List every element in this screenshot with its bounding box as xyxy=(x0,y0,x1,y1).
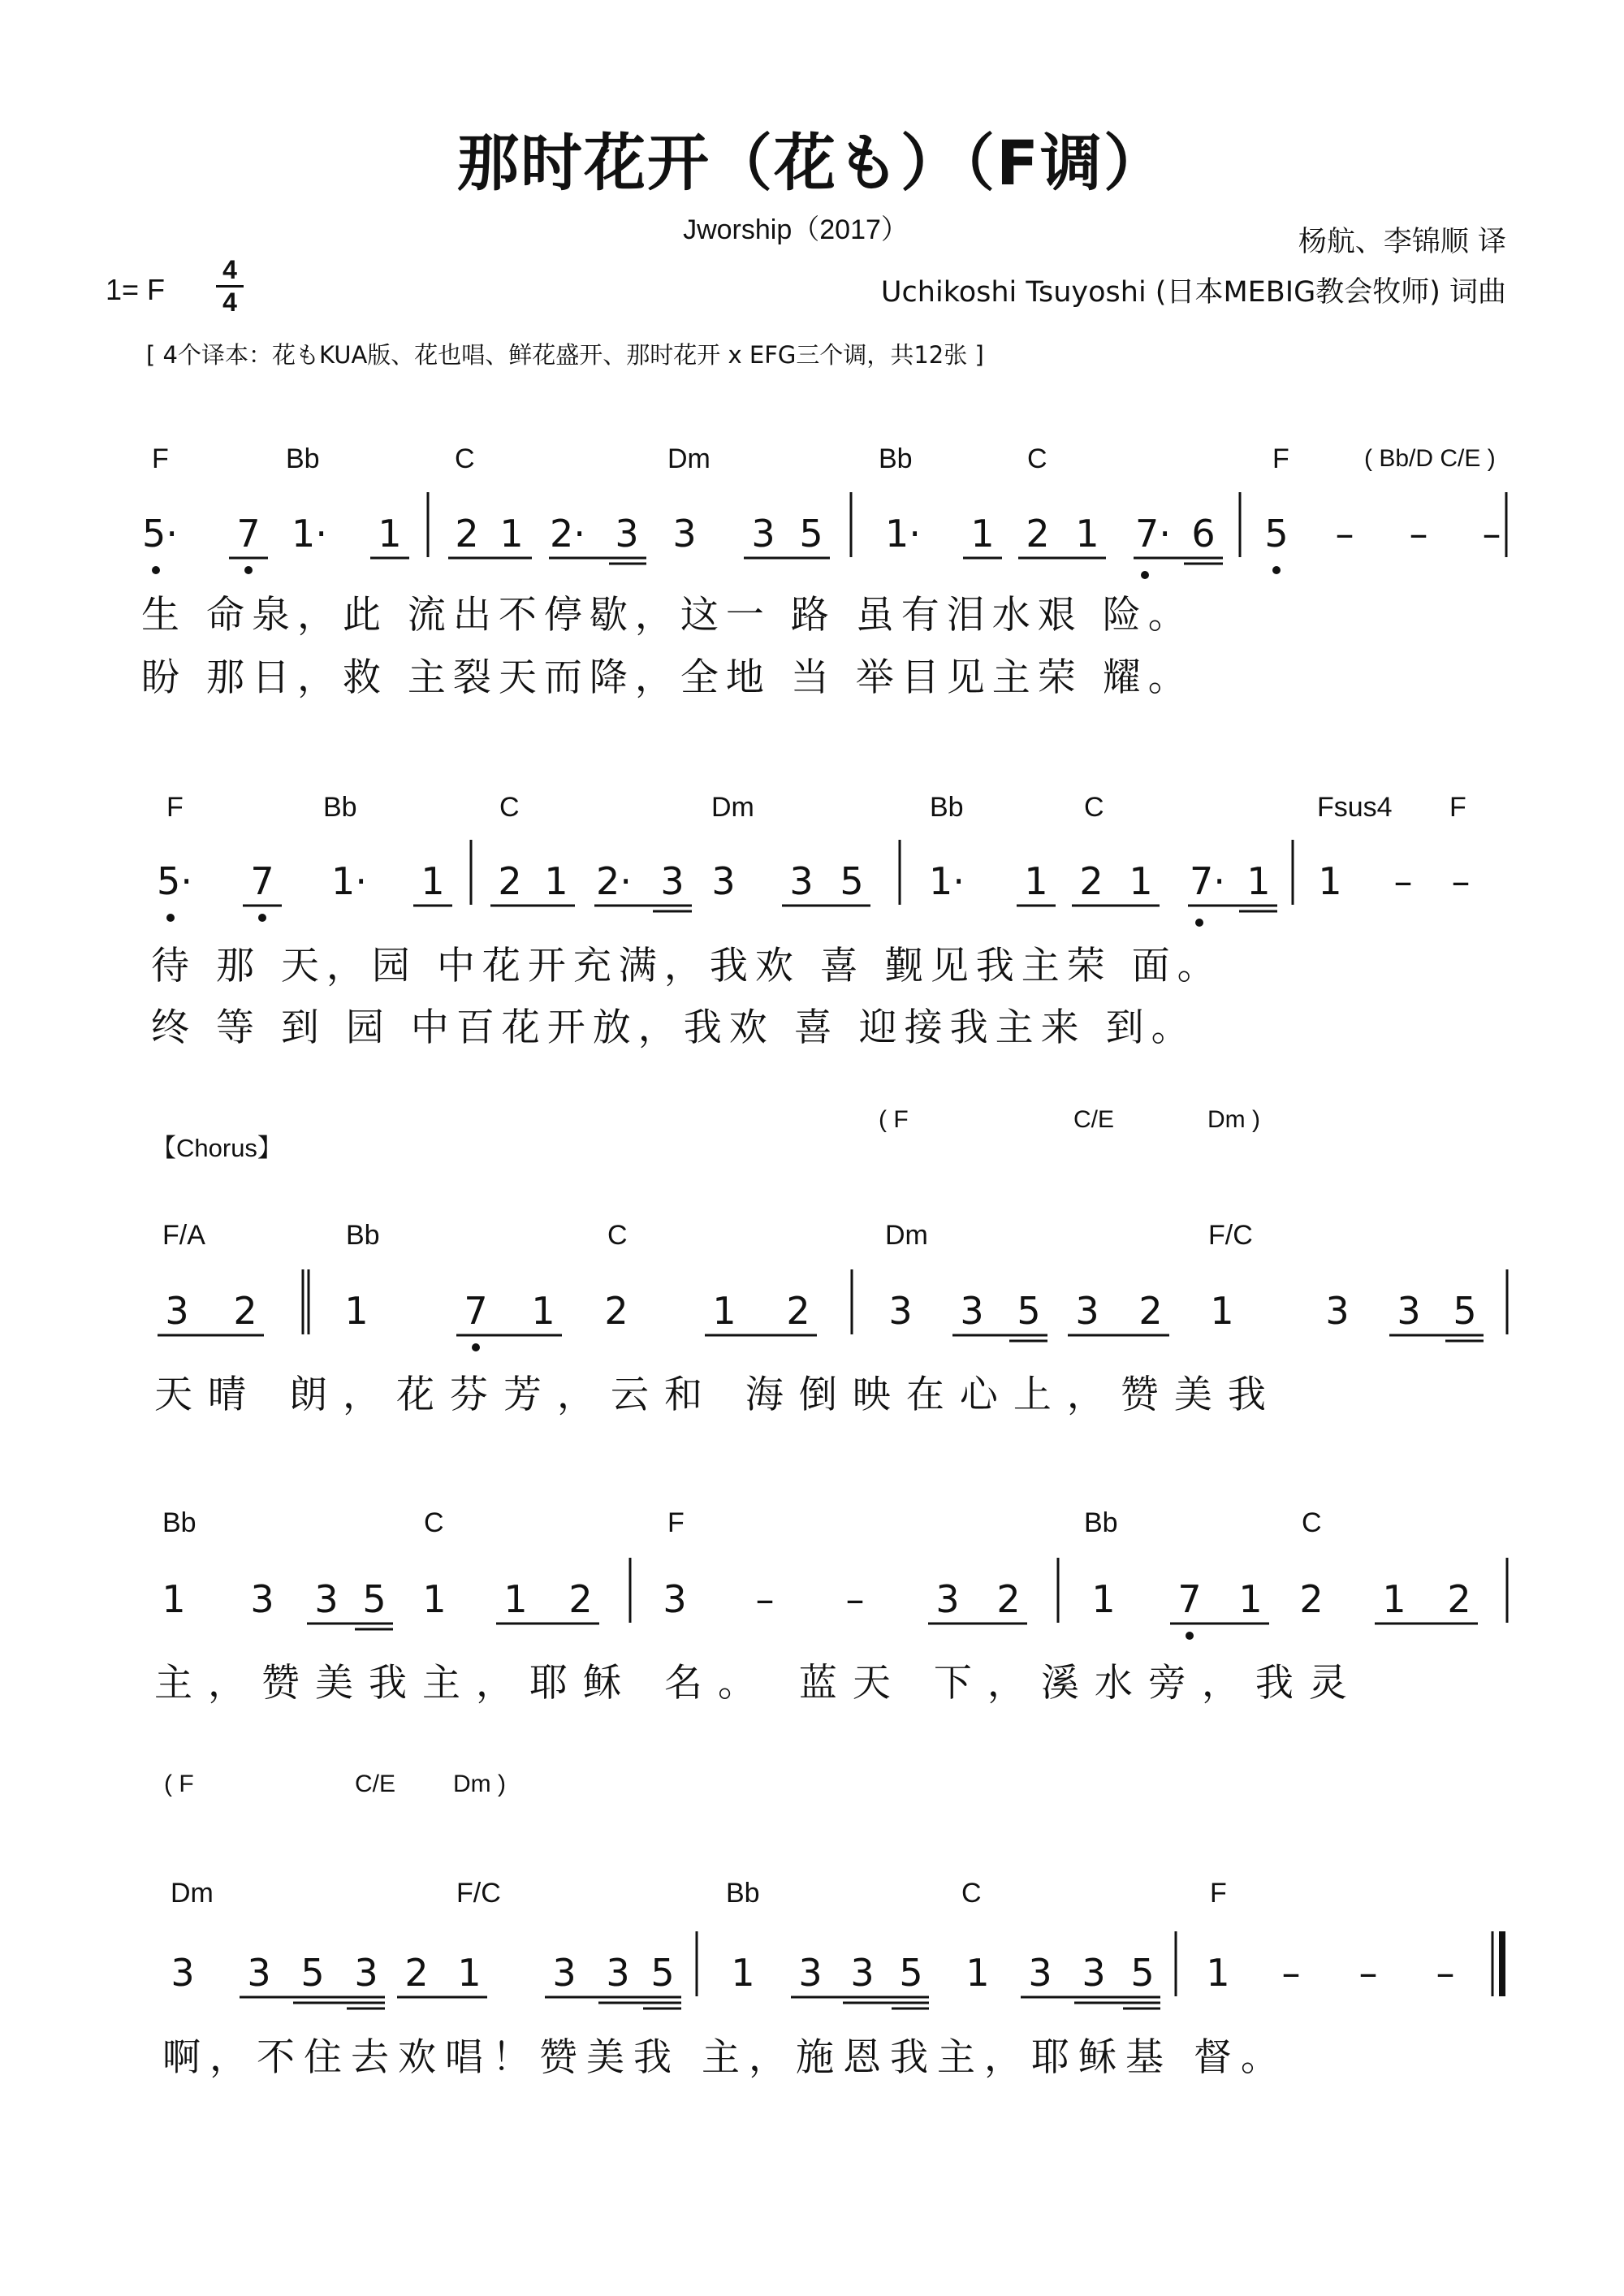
note: 3 xyxy=(672,512,697,556)
note: 3 xyxy=(606,1951,630,1995)
chord: Dm xyxy=(667,443,710,474)
lyric-line: 生 命泉，此 流出不停歇，这一 路 虽有泪水艰 险。 xyxy=(141,593,1194,638)
low-octave-dot xyxy=(1195,919,1203,927)
note: 2 xyxy=(233,1289,257,1333)
note: 1 xyxy=(712,1289,736,1333)
note: 2 xyxy=(1079,859,1104,903)
lyric-line: 主，赞美我主，耶稣 名。 蓝天 下，溪水旁，我灵 xyxy=(154,1661,1363,1706)
note: 3 xyxy=(615,512,639,556)
note: 3 xyxy=(935,1577,960,1621)
note: 1 xyxy=(1382,1577,1406,1621)
chord: C xyxy=(607,1220,628,1251)
note: 7 xyxy=(236,512,261,556)
note: 1 xyxy=(1210,1289,1234,1333)
low-octave-dot xyxy=(152,566,160,574)
key-signature: 1= F xyxy=(106,273,166,306)
note: 1 xyxy=(503,1577,528,1621)
note: 5 xyxy=(840,859,864,903)
note: 1 xyxy=(731,1951,755,1995)
chord: C xyxy=(455,443,475,474)
note: 1· xyxy=(885,512,921,556)
note: 5 xyxy=(1453,1289,1477,1333)
note: 1 xyxy=(421,859,445,903)
note: 2 xyxy=(1299,1577,1324,1621)
note: 2 xyxy=(568,1577,593,1621)
low-octave-dot xyxy=(472,1343,480,1351)
note: 5 xyxy=(650,1951,675,1995)
chord: Bb xyxy=(323,792,357,823)
note: 3 xyxy=(1325,1289,1350,1333)
note: 1 xyxy=(499,512,524,556)
note: 1· xyxy=(292,512,327,556)
note: 5 xyxy=(1130,1951,1155,1995)
note: 3 xyxy=(1028,1951,1052,1995)
note: 1 xyxy=(457,1951,482,1995)
lyric-line: 终 等 到 园 中百花开放，我欢 喜 迎接我主来 到。 xyxy=(151,1005,1197,1050)
chord: F xyxy=(1210,1878,1227,1909)
note: 3 xyxy=(660,859,685,903)
chord: C xyxy=(499,792,520,823)
note: 5 xyxy=(799,512,823,556)
note: – xyxy=(1451,859,1471,903)
chord: Bb xyxy=(879,443,913,474)
note: 1 xyxy=(1206,1951,1230,1995)
note: 7 xyxy=(1177,1577,1202,1621)
chord: Bb xyxy=(286,443,320,474)
note: 3 xyxy=(1397,1289,1421,1333)
note: 3 xyxy=(1075,1289,1099,1333)
chord: F xyxy=(1449,792,1466,823)
note: 1 xyxy=(544,859,568,903)
note: 1 xyxy=(531,1289,555,1333)
lyric-line: 待 那 天，园 中花开充满，我欢 喜 觐见我主荣 面。 xyxy=(151,944,1223,988)
note: – xyxy=(1335,512,1354,556)
note: 2· xyxy=(596,859,632,903)
note: 5 xyxy=(362,1577,387,1621)
note: 1 xyxy=(965,1951,990,1995)
chord: Bb xyxy=(162,1507,197,1538)
chord: Bb xyxy=(1084,1507,1118,1538)
note: 1 xyxy=(1091,1577,1116,1621)
note: 2 xyxy=(1138,1289,1163,1333)
note: 2 xyxy=(498,859,522,903)
note: 1 xyxy=(1024,859,1048,903)
low-octave-dot xyxy=(1272,566,1281,574)
note: 3 xyxy=(354,1951,378,1995)
chord: Bb xyxy=(930,792,964,823)
chord: F/C xyxy=(1208,1220,1253,1251)
note: – xyxy=(1482,512,1501,556)
lyric-line: 盼 那日，救 主裂天而降，全地 当 举目见主荣 耀。 xyxy=(141,655,1194,700)
note: 5· xyxy=(157,859,192,903)
note: 3 xyxy=(250,1577,274,1621)
chord: Bb xyxy=(726,1878,760,1909)
chord: F/C xyxy=(456,1878,501,1909)
note: 3 xyxy=(711,859,736,903)
chord: F/A xyxy=(162,1220,205,1251)
time-signature-top: 4 xyxy=(222,255,237,284)
note: 2· xyxy=(550,512,585,556)
lyric-line: 啊，不住去欢唱！赞美我 主，施恩我主，耶稣基 督。 xyxy=(162,2035,1288,2080)
chord: C xyxy=(961,1878,982,1909)
time-signature-bottom: 4 xyxy=(222,288,237,317)
chord-alt: C/E xyxy=(355,1771,396,1797)
chord-alt: C/E xyxy=(1073,1106,1115,1133)
note: – xyxy=(1409,512,1428,556)
note: 1 xyxy=(422,1577,447,1621)
note: 1 xyxy=(1246,859,1271,903)
version-note: [ 4个译本：花もKUA版、花也唱、鲜花盛开、那时花开 x EFG三个调，共12张 ] xyxy=(146,341,984,369)
note: 1· xyxy=(929,859,965,903)
note: 3 xyxy=(751,512,775,556)
note: 1 xyxy=(1075,512,1099,556)
note: 3 xyxy=(1082,1951,1106,1995)
note: 3 xyxy=(960,1289,984,1333)
chord: F xyxy=(667,1507,685,1538)
note: 1 xyxy=(1238,1577,1263,1621)
note: 3 xyxy=(171,1951,195,1995)
note: – xyxy=(755,1577,775,1621)
note: 2 xyxy=(404,1951,429,1995)
note: 3 xyxy=(663,1577,687,1621)
final-barline-thick xyxy=(1499,1931,1505,1996)
section-label-chorus: 【Chorus】 xyxy=(151,1134,283,1162)
note: 5 xyxy=(1264,512,1289,556)
note: 1 xyxy=(970,512,995,556)
note: – xyxy=(845,1577,865,1621)
song-title: 那时花开（花も）（F调） xyxy=(457,127,1167,199)
note: – xyxy=(1281,1951,1301,1995)
chord-alt: Dm ) xyxy=(1207,1106,1260,1133)
chord: Dm xyxy=(885,1220,928,1251)
note: 7 xyxy=(250,859,274,903)
note: 5 xyxy=(300,1951,325,1995)
note: 7· xyxy=(1190,859,1225,903)
note: 1 xyxy=(344,1289,369,1333)
note: 5 xyxy=(899,1951,923,1995)
note: 1 xyxy=(162,1577,186,1621)
note: – xyxy=(1393,859,1413,903)
note: 5· xyxy=(142,512,178,556)
note: 2 xyxy=(1026,512,1050,556)
note: 7 xyxy=(464,1289,488,1333)
chord-alt: Dm ) xyxy=(453,1771,506,1797)
note: 1 xyxy=(1318,859,1342,903)
chord-alt: ( F xyxy=(879,1106,909,1133)
chord-alt: ( Bb/D C/E ) xyxy=(1364,445,1496,472)
chord: Bb xyxy=(346,1220,380,1251)
low-octave-dot xyxy=(244,566,253,574)
chord: F xyxy=(166,792,184,823)
note: 2 xyxy=(996,1577,1021,1621)
low-octave-dot xyxy=(258,914,266,922)
note: 3 xyxy=(552,1951,577,1995)
note: 1 xyxy=(378,512,402,556)
note: 3 xyxy=(247,1951,271,1995)
credits: Uchikoshi Tsuyoshi (日本MEBIG教会牧师) 词曲 xyxy=(880,276,1506,309)
note: 5 xyxy=(1017,1289,1041,1333)
note: 3 xyxy=(165,1289,189,1333)
chord: F xyxy=(152,443,169,474)
note: – xyxy=(1436,1951,1455,1995)
note: 1· xyxy=(331,859,367,903)
note: – xyxy=(1358,1951,1378,1995)
note: 3 xyxy=(789,859,814,903)
chord: C xyxy=(1302,1507,1322,1538)
note: 2 xyxy=(786,1289,810,1333)
note: 2 xyxy=(604,1289,628,1333)
note: 2 xyxy=(455,512,479,556)
low-octave-dot xyxy=(1141,571,1149,579)
note: 1 xyxy=(1129,859,1153,903)
chord: C xyxy=(1084,792,1104,823)
chord-alt: ( F xyxy=(164,1771,194,1797)
chord: C xyxy=(424,1507,444,1538)
note: 7· xyxy=(1135,512,1171,556)
note: 2 xyxy=(1447,1577,1471,1621)
note: 6 xyxy=(1191,512,1216,556)
low-octave-dot xyxy=(1186,1632,1194,1640)
note: 3 xyxy=(314,1577,339,1621)
note: 3 xyxy=(850,1951,875,1995)
chord: Dm xyxy=(711,792,754,823)
translators: 杨航、李锦顺 译 xyxy=(1298,226,1506,258)
chord: Fsus4 xyxy=(1317,792,1393,823)
low-octave-dot xyxy=(166,914,175,922)
song-subtitle: Jworship（2017） xyxy=(683,214,909,245)
note: 3 xyxy=(888,1289,913,1333)
lyric-line: 天晴 朗，花芬芳，云和 海倒映在心上，赞美我 xyxy=(154,1373,1281,1417)
chord: Dm xyxy=(171,1878,214,1909)
chord: C xyxy=(1027,443,1047,474)
note: 3 xyxy=(798,1951,823,1995)
chord: F xyxy=(1272,443,1289,474)
